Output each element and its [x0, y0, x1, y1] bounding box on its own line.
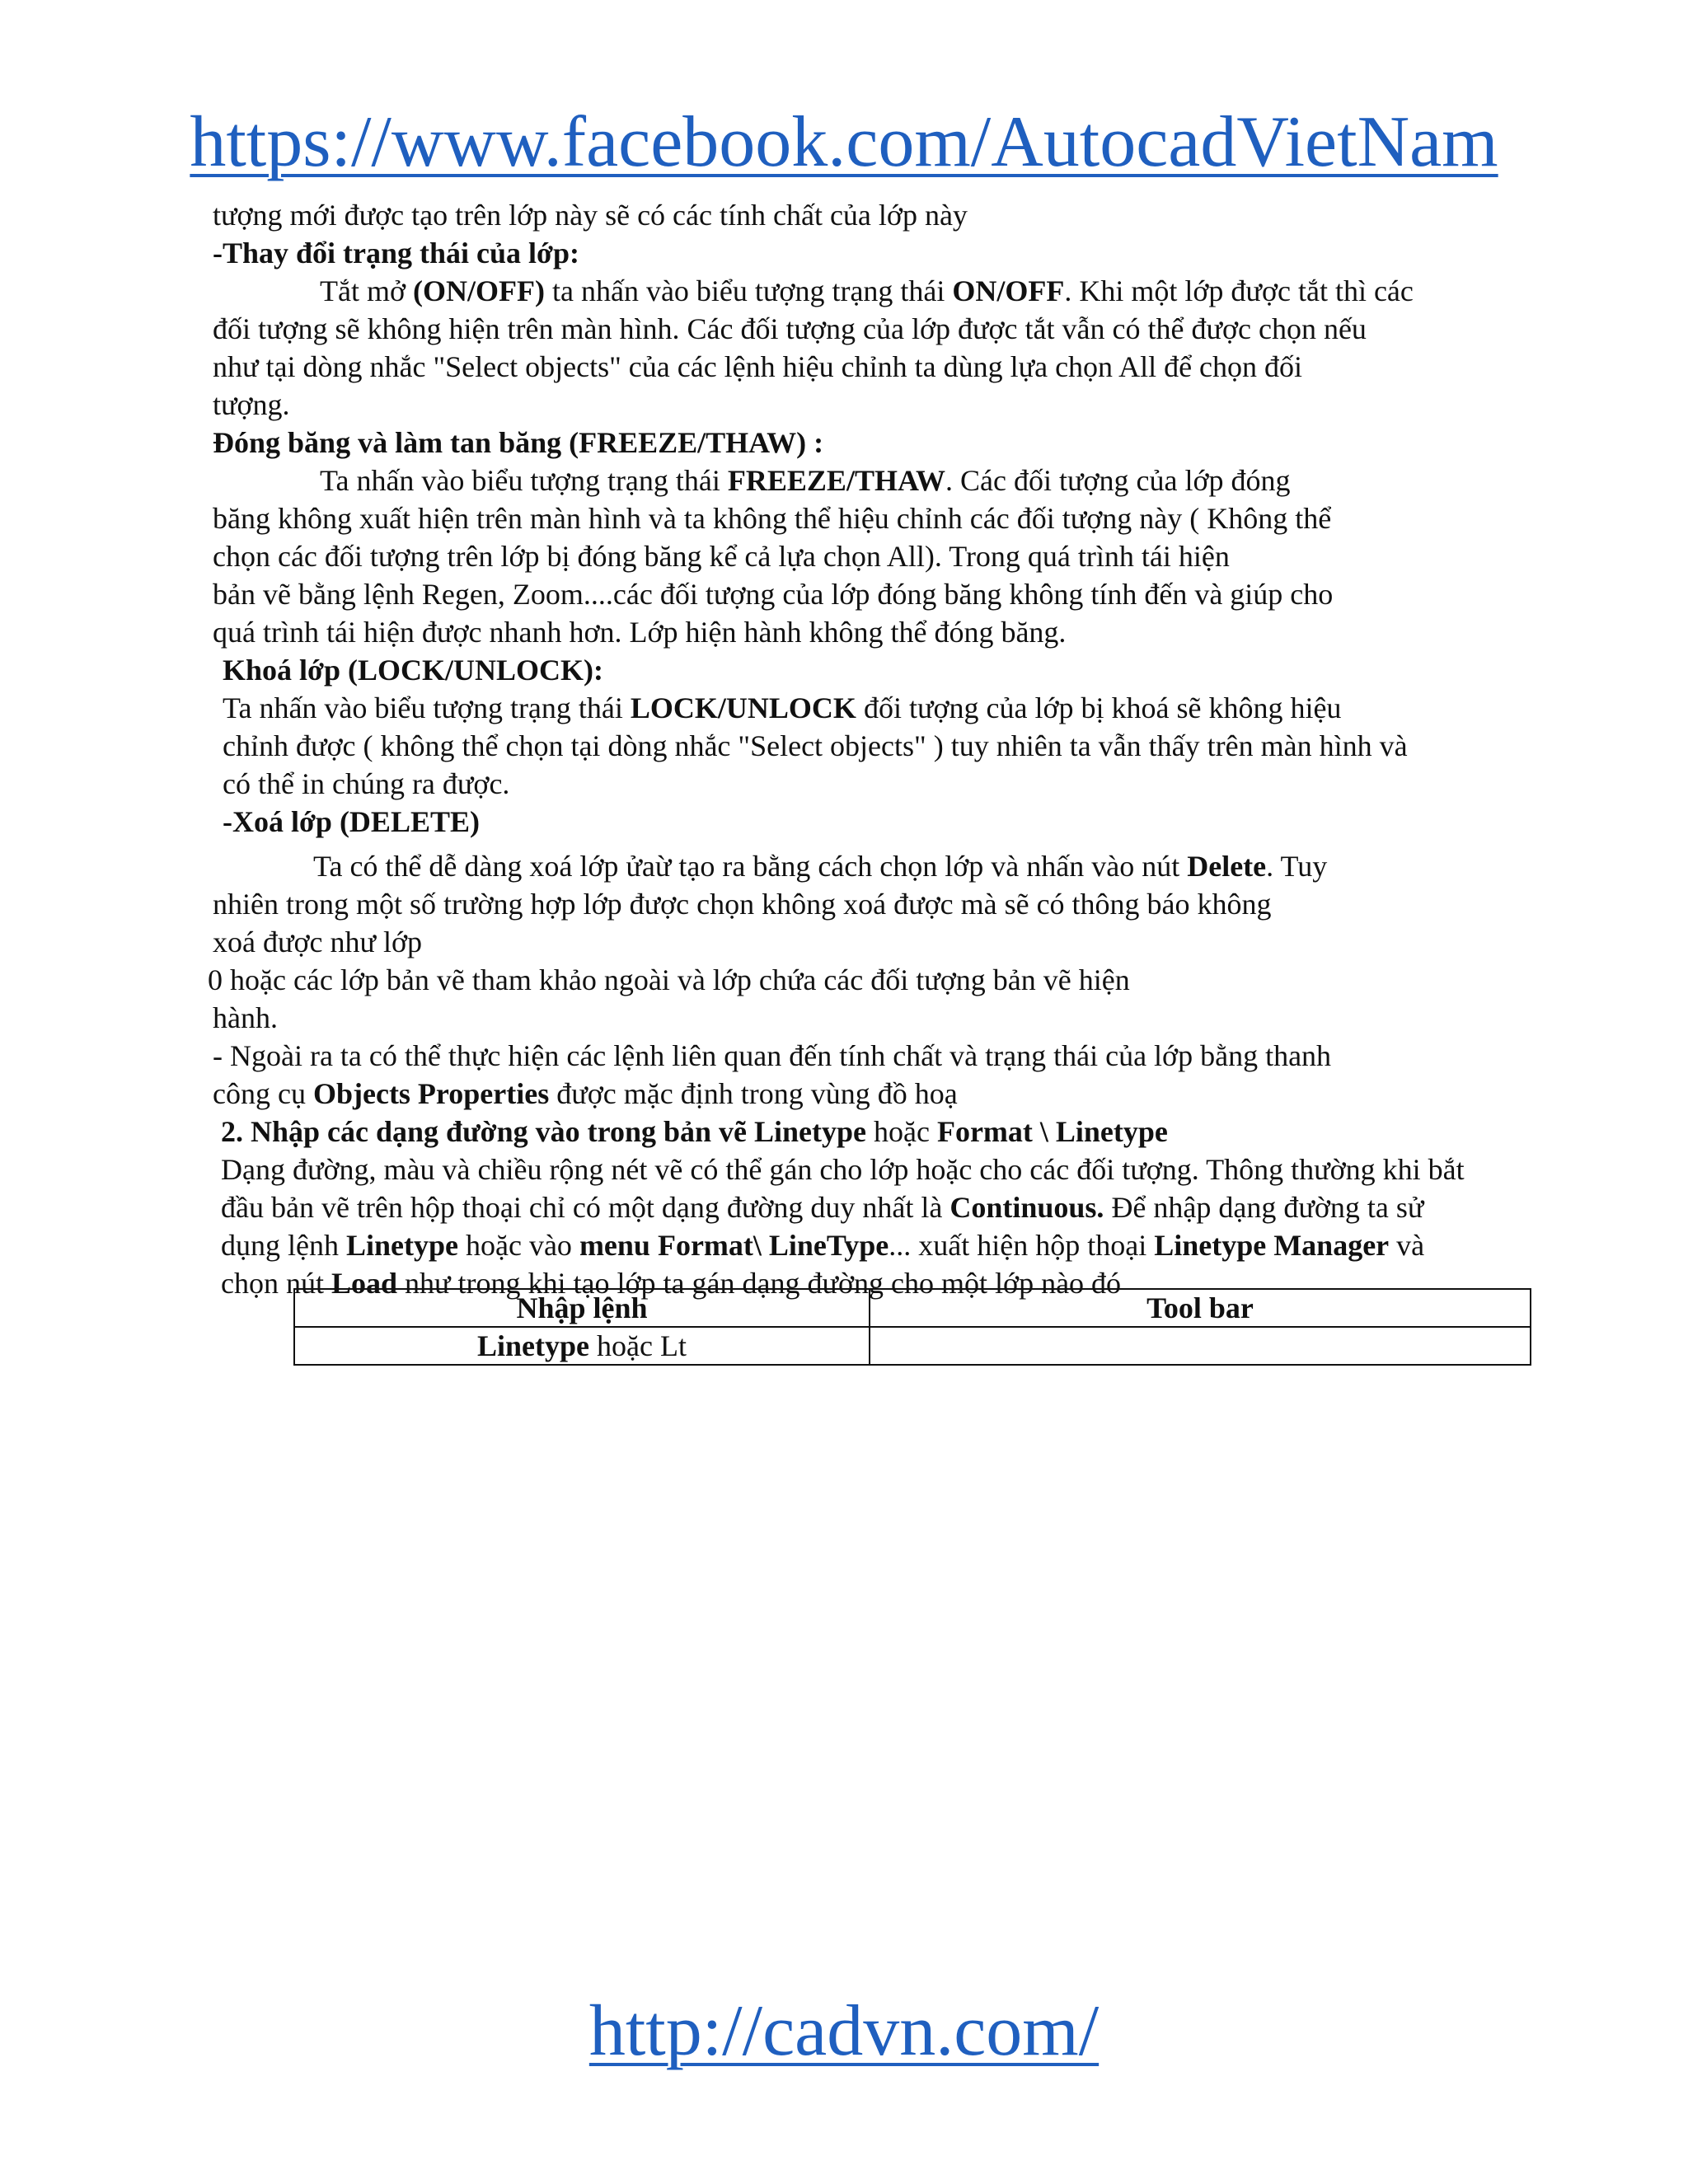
cadvn-url[interactable]: http://cadvn.com/	[588, 1991, 1100, 2071]
header-facebook-link[interactable]	[0, 97, 1688, 188]
text-line: dụng lệnh Linetype hoặc vào menu Format\ LineType... xuất hiện hộp thoại Linetype Manager và	[221, 1229, 1425, 1262]
footer-cadvn-link[interactable]	[0, 1986, 1688, 2077]
table-header-row	[294, 1289, 1531, 1327]
text-line: nhiên trong một số trường hợp lớp được chọn không xoá được mà sẽ có thông báo không	[213, 888, 1272, 921]
facebook-url[interactable]: https://www.facebook.com/AutocadVietNam	[190, 102, 1498, 182]
text-line: chọn các đối tượng trên lớp bị đóng băng kể cả lựa chọn All). Trong quá trình tái hiện	[213, 540, 1230, 573]
column-header-toolbar: Tool bar	[870, 1289, 1531, 1327]
text-line: 0 hoặc các lớp bản vẽ tham khảo ngoài và lớp chứa các đối tượng bản vẽ hiện	[208, 963, 1130, 996]
text-line: bản vẽ bằng lệnh Regen, Zoom....các đối tượng của lớp đóng băng không tính đến và giúp cho	[213, 578, 1334, 611]
text-line: đầu bản vẽ trên hộp thoại chỉ có một dạng đường duy nhất là Continuous. Để nhập dạng đường ta sử	[221, 1191, 1424, 1224]
text-line: Ta nhấn vào biểu tượng trạng thái FREEZE/THAW. Các đối tượng của lớp đóng	[320, 464, 1291, 497]
text-line: Ta nhấn vào biểu tượng trạng thái LOCK/UNLOCK đối tượng của lớp bị khoá sẽ không hiệu	[223, 691, 1342, 724]
text-line: quá trình tái hiện được nhanh hơn. Lớp hiện hành không thể đóng băng.	[213, 616, 1067, 649]
text-line: chỉnh được ( không thể chọn tại dòng nhắc "Select objects" ) tuy nhiên ta vẫn thấy trên màn hình và	[223, 729, 1408, 762]
text-line: đối tượng sẽ không hiện trên màn hình. Các đối tượng của lớp được tắt vẫn có thể được chọn nếu	[213, 312, 1367, 345]
text-line: tượng.	[213, 388, 290, 421]
text-line: có thể in chúng ra được.	[223, 767, 510, 800]
column-header-command: Nhập lệnh	[294, 1289, 870, 1327]
linetype-command-table	[293, 1288, 1531, 1366]
text-line: chọn nút Load như trong khi tạo lớp ta gán dạng đường cho một lớp nào đó	[221, 1267, 1122, 1300]
section-heading-delete: -Xoá lớp (DELETE)	[223, 805, 480, 838]
section-heading-change-state: -Thay đổi trạng thái của lớp:	[213, 237, 579, 269]
text-line: băng không xuất hiện trên màn hình và ta không thể hiệu chỉnh các đối tượng này ( Không thể	[213, 502, 1332, 535]
section-heading-freeze-thaw: Đóng băng và làm tan băng (FREEZE/THAW) :	[213, 426, 824, 459]
section-heading-linetype: 2. Nhập các dạng đường vào trong bản vẽ Linetype hoặc Format \ Linetype	[221, 1115, 1168, 1148]
text-line: như tại dòng nhắc "Select objects" của các lệnh hiệu chỉnh ta dùng lựa chọn All để chọn đối	[213, 350, 1303, 383]
text-line: Tắt mở (ON/OFF) ta nhấn vào biểu tượng trạng thái ON/OFF. Khi một lớp được tắt thì các	[320, 274, 1414, 307]
text-line: xoá được như lớp	[213, 926, 423, 958]
text-line: Ta có thể dễ dàng xoá lớp ửaừ tạo ra bằng cách chọn lớp và nhấn vào nút Delete. Tuy	[313, 850, 1328, 883]
text-line: công cụ Objects Properties được mặc định trong vùng đồ hoạ	[213, 1077, 958, 1110]
text-line: tượng mới được tạo trên lớp này sẽ có các tính chất của lớp này	[213, 199, 968, 232]
table-cell-toolbar	[870, 1327, 1531, 1365]
text-line: - Ngoài ra ta có thể thực hiện các lệnh liên quan đến tính chất và trạng thái của lớp bằng thanh	[213, 1039, 1332, 1072]
text-line: Dạng đường, màu và chiều rộng nét vẽ có thể gán cho lớp hoặc cho các đối tượng. Thông thường khi bắt	[221, 1153, 1465, 1186]
table-row	[294, 1327, 1531, 1365]
section-heading-lock: Khoá lớp (LOCK/UNLOCK):	[223, 654, 603, 687]
text-line: hành.	[213, 1001, 278, 1034]
table-cell-command: Linetype hoặc Lt	[294, 1327, 870, 1365]
